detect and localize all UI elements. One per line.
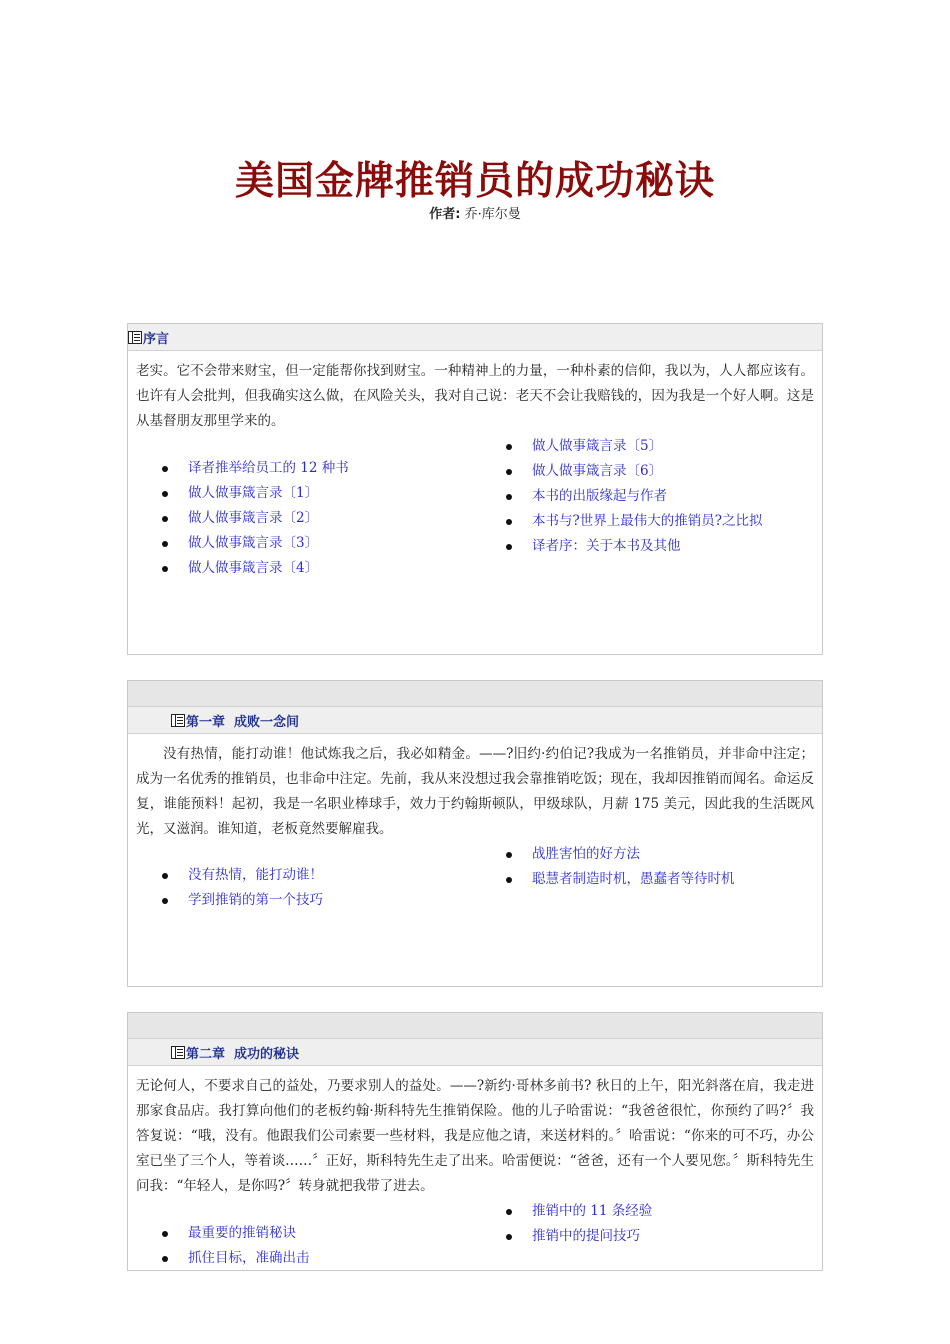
list-link[interactable]: 战胜害怕的好方法 bbox=[532, 846, 640, 862]
link-list-right bbox=[502, 1199, 652, 1249]
list-link[interactable]: 抓住目标，准确出击 bbox=[188, 1250, 310, 1266]
document-title: 美国金牌推销员的成功秘诀 bbox=[234, 159, 715, 204]
list-item[interactable] bbox=[158, 556, 349, 581]
section-text: 没有热情，能打动谁！他试炼我之后，我必如精金。——?旧约·约伯记?我成为一名推销员，并非命中注定；成为一名优秀的推销员，也非命中注定。先前，我从来没想过我会靠推销吃饭；现在，我却因推销而闻名。命运反复，谁能预料！起初，我是一名职业棒球手，效力于约翰斯顿队，甲级球队，月薪 175 美元，因此我的生活既风光，又滋润。谁知道，老板竟然要解雇我。 bbox=[136, 746, 814, 837]
section-heading[interactable]: 序言 bbox=[143, 331, 170, 347]
book-icon bbox=[128, 331, 142, 344]
list-item[interactable] bbox=[158, 481, 349, 506]
list-link[interactable]: 译者序：关于本书及其他 bbox=[532, 538, 681, 554]
list-item[interactable] bbox=[502, 434, 762, 459]
list-item[interactable] bbox=[158, 1246, 310, 1271]
list-item[interactable] bbox=[502, 867, 735, 892]
list-link[interactable]: 本书与?世界上最伟大的推销员?之比拟 bbox=[532, 513, 763, 529]
section-heading[interactable]: 第一章 成败一念间 bbox=[186, 714, 300, 730]
list-item[interactable] bbox=[502, 1224, 652, 1249]
list-link[interactable]: 做人做事箴言录〔1〕 bbox=[188, 485, 319, 501]
section-heading-bar bbox=[128, 707, 822, 734]
section-top-bar bbox=[128, 681, 822, 707]
list-link[interactable]: 做人做事箴言录〔5〕 bbox=[532, 438, 663, 454]
list-link[interactable]: 聪慧者制造时机，愚蠢者等待时机 bbox=[532, 871, 735, 887]
list-item[interactable] bbox=[502, 842, 735, 867]
list-link[interactable]: 译者推举给员工的 12 种书 bbox=[188, 460, 349, 476]
section-text: 无论何人，不要求自己的益处，乃要求别人的益处。——?新约·哥林多前书? 秋日的上午，阳光斜落在肩，我走进那家食品店。我打算向他们的老板约翰·斯科特先生推销保险。他的儿子哈雷说：“我爸爸很忙，你预约了吗?〞我答复说：“哦，没有。他跟我们公司索要一些材料，我是应他之请，来送材料的。〞哈雷说：“你来的可不巧，办公室已坐了三个人，等着谈……〞正好，斯科特先生走了出来。哈雷便说：“爸爸，还有一个人要见您。〞斯科特先生问我：“年轻人，是你吗?〞转身就把我带了进去。 bbox=[136, 1078, 814, 1194]
list-link[interactable]: 最重要的推销秘诀 bbox=[188, 1225, 296, 1241]
section-text: 老实。它不会带来财宝，但一定能帮你找到财宝。一种精神上的力量，一种朴素的信仰，我以为，人人都应该有。也许有人会批判，但我确实这么做，在风险关头，我对自己说：老天不会让我赔钱的，因为我是一个好人啊。这是从基督朋友那里学来的。 bbox=[136, 363, 814, 429]
author-line bbox=[0, 203, 950, 222]
list-link[interactable]: 推销中的 11 条经验 bbox=[532, 1203, 653, 1219]
list-link[interactable]: 做人做事箴言录〔4〕 bbox=[188, 560, 319, 576]
list-item[interactable] bbox=[158, 506, 349, 531]
list-link[interactable]: 本书的出版缘起与作者 bbox=[532, 488, 667, 504]
section-heading[interactable]: 第二章 成功的秘诀 bbox=[186, 1046, 300, 1062]
section-top-bar bbox=[128, 1013, 822, 1039]
list-link[interactable]: 做人做事箴言录〔3〕 bbox=[188, 535, 319, 551]
link-list-left bbox=[158, 863, 323, 913]
book-icon bbox=[171, 1046, 185, 1059]
list-link[interactable]: 做人做事箴言录〔2〕 bbox=[188, 510, 319, 526]
section-chapter-1 bbox=[127, 680, 823, 987]
list-link[interactable]: 学到推销的第一个技巧 bbox=[188, 892, 323, 908]
link-list-left bbox=[158, 456, 349, 581]
section-chapter-2 bbox=[127, 1012, 823, 1271]
list-item[interactable] bbox=[502, 459, 762, 484]
list-link[interactable]: 推销中的提问技巧 bbox=[532, 1228, 640, 1244]
book-icon bbox=[171, 714, 185, 727]
section-preface bbox=[127, 323, 823, 655]
list-item[interactable] bbox=[158, 531, 349, 556]
list-item[interactable] bbox=[502, 509, 762, 534]
list-item[interactable] bbox=[502, 484, 762, 509]
link-list-right bbox=[502, 434, 762, 559]
list-link[interactable]: 没有热情，能打动谁！ bbox=[188, 867, 323, 883]
list-item[interactable] bbox=[158, 863, 323, 888]
section-heading-bar bbox=[128, 1039, 822, 1066]
link-list-left bbox=[158, 1221, 310, 1271]
section-heading-bar bbox=[128, 324, 822, 351]
list-item[interactable] bbox=[502, 1199, 652, 1224]
author-name: 乔·库尔曼 bbox=[464, 207, 521, 222]
list-item[interactable] bbox=[502, 534, 762, 559]
list-link[interactable]: 做人做事箴言录〔6〕 bbox=[532, 463, 663, 479]
list-item[interactable] bbox=[158, 1221, 310, 1246]
link-list-right bbox=[502, 842, 735, 892]
author-label: 作者: bbox=[429, 207, 461, 222]
list-item[interactable] bbox=[158, 888, 323, 913]
list-item[interactable] bbox=[158, 456, 349, 481]
